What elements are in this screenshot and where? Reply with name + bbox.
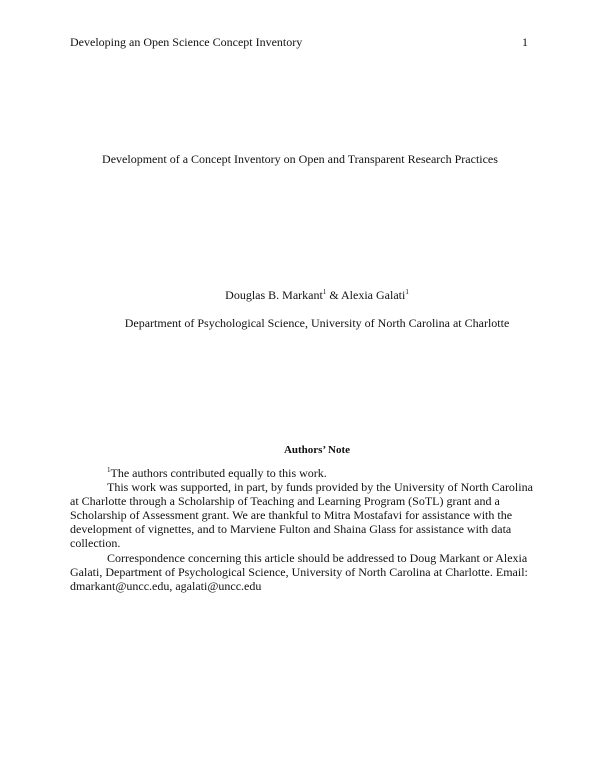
page-number: 1: [522, 35, 528, 49]
affiliation-marker: 1: [322, 288, 327, 296]
author-list: [0, 288, 600, 303]
note-line: collection.: [70, 536, 121, 551]
author-name: Douglas B. Markant: [225, 288, 323, 302]
paper-title: Development of a Concept Inventory on Open and Transparent Research Practices: [102, 152, 498, 166]
note-paragraph: [70, 551, 540, 593]
running-head-title: Developing an Open Science Concept Inventory: [70, 35, 303, 49]
note-line: Correspondence concerning this article should be addressed to Doug Markant or Alexia: [107, 550, 528, 565]
authors-note-body: [70, 466, 540, 593]
author-name: Alexia Galati: [341, 288, 406, 302]
note-paragraph: [70, 480, 540, 550]
email-addresses: dmarkant@uncc.edu, agalati@uncc.edu: [70, 578, 262, 593]
footnote-marker: 1: [107, 466, 111, 474]
note-line: development of vignettes, and to Marviene Fulton and Shaina Glass for assistance with data: [70, 522, 512, 537]
note-line: This work was supported, in part, by funds provided by the University of North Carolina: [107, 480, 533, 495]
affiliation-marker: 1: [405, 288, 409, 296]
note-line: $^1$The authors contributed equally to this work.: [107, 466, 327, 480]
note-line: Scholarship of Assessment grant. We are thankful to Mitra Mostafavi for assistance with the: [70, 508, 513, 523]
author-separator: &: [326, 288, 341, 302]
note-line: at Charlotte through a Scholarship of Teaching and Learning Program (SoTL) grant and a: [70, 494, 500, 509]
note-line: Galati, Department of Psychological Science, University of North Carolina at Charlotte. Email:: [70, 564, 528, 579]
note-paragraph: [70, 466, 540, 480]
affiliation: Department of Psychological Science, University of North Carolina at Charlotte: [124, 316, 510, 330]
authors-note-heading: Authors’ Note: [283, 444, 351, 456]
